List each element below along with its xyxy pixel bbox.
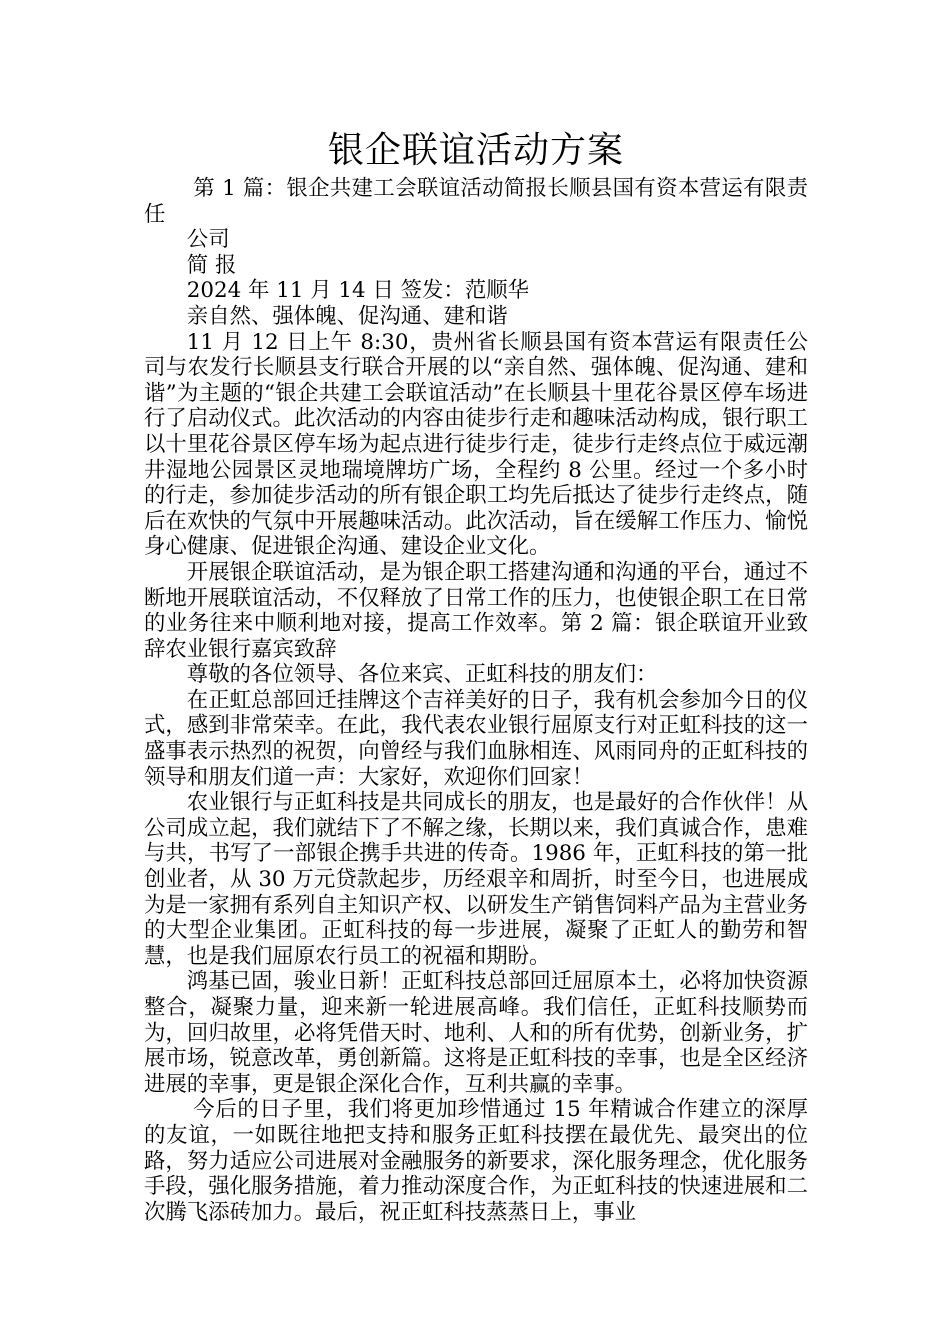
paragraph-9: 在正虹总部回迁挂牌这个吉祥美好的日子，我有机会参加今日的仪式，感到非常荣幸。在此，我代表农业银行屈原支行对正虹科技的这一盛事表示热烈的祝贺，向曾经与我们血脉相连、风雨同舟的正虹科技的领导和朋友们道一声：大家好，欢迎你们回家！: [144, 687, 808, 790]
paragraph-2: 公司: [186, 227, 230, 253]
paragraph-4: 2024 年 11 月 14 日 签发：范顺华: [186, 278, 529, 304]
paragraph-8: 尊敬的各位领导、各位来宾、正虹科技的朋友们：: [186, 662, 658, 688]
document-title: 银企联谊活动方案: [327, 130, 624, 171]
paragraph-3: 简 报: [186, 252, 237, 278]
paragraph-5: 亲自然、强体魄、促沟通、建和谐: [186, 303, 508, 329]
paragraph-6: 11 月 12 日上午 8:30，贵州省长顺县国有资本营运有限责任公司与农发行长顺县支行联合开展的以“亲自然、强体魄、促沟通、建和谐”为主题的“银企共建工会联谊活动”在长顺县十里花谷景区停车场进行了启动仪式。此次活动的内容由徒步行走和趣味活动构成，银行职工以十里花谷景区停车场为起点进行徒步行走，徒步行走终点位于威远潮井湿地公园景区灵地瑞境牌坊广场，全程约 8 公里。经过一个多小时的行走，参加徒步活动的所有银企职工均先后抵达了徒步行走终点，随后在欢快的气氛中开展趣味活动。此次活动，旨在缓解工作压力、愉悦身心健康、促进银企沟通、建设企业文化。: [144, 329, 808, 560]
paragraph-10: 农业银行与正虹科技是共同成长的朋友，也是最好的合作伙伴！从公司成立起，我们就结下了不解之缘，长期以来，我们真诚合作，患难与共，书写了一部银企携手共进的传奇。1986 年，正虹科技的第一批创业者，从 30 万元贷款起步，历经艰辛和周折，时至今日，也进展成为是一家拥有系列自主知识产权、以研发生产销售饲料产品为主营业务的大型企业集团。正虹科技的每一步进展，凝聚了正虹人的勤劳和智慧，也是我们屈原农行员工的祝福和期盼。: [144, 790, 808, 969]
paragraph-1: 第 1 篇：银企共建工会联谊活动简报长顺县国有资本营运有限责任: [144, 176, 808, 227]
document-page: [144, 128, 808, 1225]
paragraph-12: 今后的日子里，我们将更加珍惜通过 15 年精诚合作建立的深厚的友谊，一如既往地把支持和服务正虹科技摆在最优先、最突出的位路，努力适应公司进展对金融服务的新要求，深化服务理念，优化服务手段，强化服务措施，着力推动深度合作，为正虹科技的快速进展和二次腾飞添砖加力。最后，祝正虹科技蒸蒸日上，事业: [144, 1097, 808, 1225]
paragraph-11: 鸿基已固，骏业日新！正虹科技总部回迁屈原本土，必将加快资源整合，凝聚力量，迎来新一轮进展高峰。我们信任，正虹科技顺势而为，回归故里，必将凭借天时、地利、人和的所有优势，创新业务，扩展市场，锐意改革，勇创新篇。这将是正虹科技的幸事，也是全区经济进展的幸事，更是银企深化合作，互利共赢的幸事。: [144, 969, 808, 1097]
paragraph-7: 开展银企联谊活动，是为银企职工搭建沟通和沟通的平台，通过不断地开展联谊活动，不仅释放了日常工作的压力，也使银企职工在日常的业务往来中顺利地对接，提高工作效率。第 2 篇：银企联谊开业致辞农业银行嘉宾致辞: [144, 559, 808, 662]
